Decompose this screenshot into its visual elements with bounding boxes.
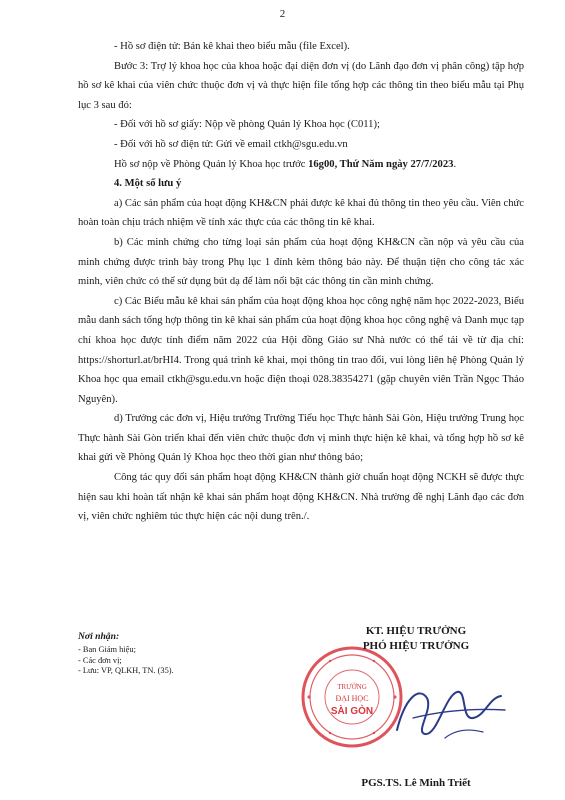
paragraph-email-submission: - Đối với hồ sơ điện tử: Gửi về email ctkh@sgu.edu.vn — [114, 138, 348, 150]
seal-text-middle: ĐẠI HỌC — [335, 694, 369, 703]
section-4-heading: 4. Một số lưu ý — [114, 178, 182, 190]
note-c: c) Các Biểu mẫu kê khai sản phẩm của hoạt động khoa học công nghệ năm học 2022-2023, Biểu mẫu danh sách tổng hợp thông tin kê khai sản phẩm của hoạt động khoa học công nghệ và Danh mục tạp chí khoa học được tính điểm năm 2022 của Hội đồng Giáo sư Nhà nước có thể tải về từ địa chỉ: https://shorturl.at/brHI4. Trong quá trình kê khai, mọi thông tin trao đổi, vui lòng liên hệ Phòng Quản lý Khoa học qua email ctkh@sgu.edu.vn hoặc điện thoại 028.38354271 (gặp chuyên viên Trần Ngọc Thảo Nguyên). — [78, 295, 524, 405]
handwritten-signature — [385, 668, 515, 758]
paragraph-step-3: Bước 3: Trợ lý khoa học của khoa hoặc đại diện đơn vị (do Lãnh đạo đơn vị phân công) tập hợp hồ sơ kê khai của viên chức thuộc đơn vị và thực hiện file tổng hợp các thông tin theo biểu mẫu tại Phụ lục 3 sau đó: — [78, 60, 524, 111]
seal-text-bottom: SÀI GÒN — [330, 706, 374, 717]
document-body — [78, 37, 524, 527]
deadline-suffix: . — [453, 158, 457, 170]
deadline-date: 16g00, Thứ Năm ngày 27/7/2023 — [308, 158, 454, 170]
seal-text-top: TRƯỜNG — [337, 683, 367, 691]
note-d: d) Trưởng các đơn vị, Hiệu trưởng Trường Tiểu học Thực hành Sài Gòn, Hiệu trưởng Trung học Thực hành Sài Gòn triển khai đến viên chức thuộc đơn vị mình thực hiện kê khai, và tổng hợp hồ sơ kê khai gửi về Phòng Quản lý Khoa học theo thời gian như thông báo; — [78, 413, 524, 464]
recipient-item: - Ban Giám hiệu; — [78, 644, 136, 654]
recipients-title: Nơi nhận: — [78, 631, 120, 642]
paragraph-electronic-file: - Hồ sơ điện tử: Bản kê khai theo biểu mẫu (file Excel). — [114, 41, 350, 52]
paragraph-paper-submission: - Đối với hồ sơ giấy: Nộp về phòng Quản lý Khoa học (C011); — [114, 119, 380, 131]
paragraph-deadline — [78, 155, 524, 175]
note-b: b) Các minh chứng cho từng loại sản phẩm của hoạt động KH&CN cần nộp và yêu cầu của minh chứng được trình bày trong Phụ lục 1 đính kèm thông báo này. Để thuận tiện cho công tác xác minh, viên chức có thể sử dụng bút dạ để làm nổi bật các thông tin cần minh chứng. — [78, 236, 524, 288]
closing-paragraph: Công tác quy đổi sản phẩm hoạt động KH&CN thành giờ chuẩn hoạt động NCKH sẽ được thực hiện sau khi hoàn tất nhận kê khai sản phẩm hoạt động KH&CN. Nhà trường đề nghị Lãnh đạo các đơn vị, viên chức nghiêm túc thực hiện các nội dung trên./. — [78, 472, 524, 523]
deadline-prefix: Hồ sơ nộp về Phòng Quản lý Khoa học trước — [114, 158, 309, 170]
recipient-item: - Các đơn vị; — [78, 655, 122, 665]
note-a: a) Các sản phẩm của hoạt động KH&CN phải được kê khai đủ thông tin theo yêu cầu. Viên chức hoàn toàn chịu trách nhiệm về tính xác thực của các thông tin kê khai. — [78, 197, 524, 229]
recipient-item: - Lưu: VP, QLKH, TN. (35). — [78, 666, 174, 676]
signature-title-line2: PHÓ HIỆU TRƯỞNG — [362, 640, 470, 652]
page-number: 2 — [279, 8, 286, 20]
signer-name: PGS.TS. Lê Minh Triết — [361, 777, 471, 789]
signature-title-line1: KT. HIỆU TRƯỞNG — [365, 625, 467, 637]
recipients-block — [78, 632, 258, 677]
